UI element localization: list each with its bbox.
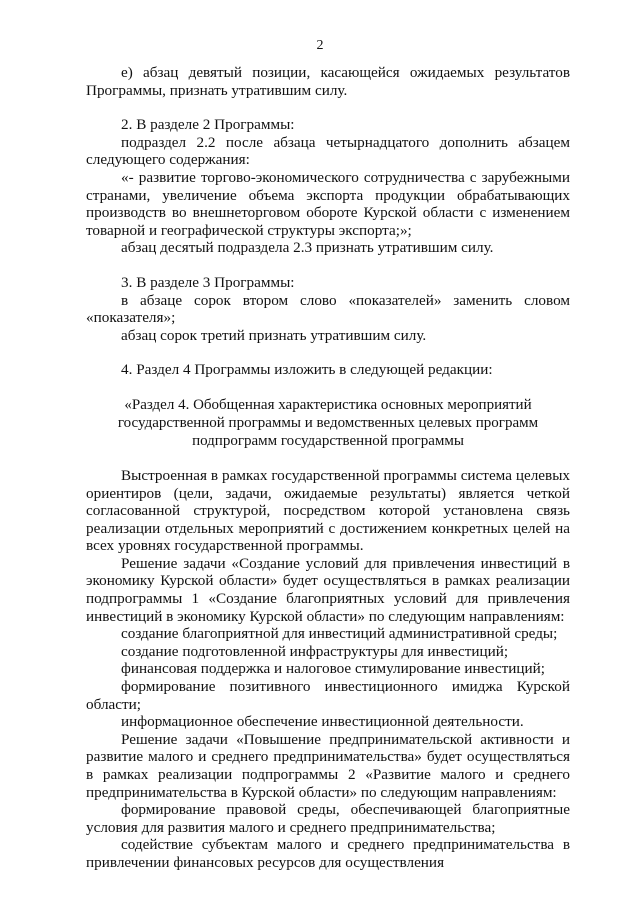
list-item-information-support: информационное обеспечение инвестиционной деятельности. xyxy=(121,713,524,731)
heading-line-3: подпрограмм государственной программы xyxy=(192,432,464,449)
heading-line-2: государственной программы и ведомственных целевых программ xyxy=(117,414,539,431)
list-item-infrastructure: создание подготовленной инфраструктуры для инвестиций; xyxy=(121,642,509,660)
heading-line-1: «Раздел 4. Обобщенная характеристика основных мероприятий xyxy=(124,396,532,413)
paragraph-item-e: е) абзац девятый позиции, касающейся ожидаемых результатов Программы, признать утратившим силу. xyxy=(86,64,570,99)
paragraph-quoted-addition: «- развитие торгово-экономического сотрудничества с зарубежными странами, увеличение объема экспорта продукции обрабатывающих производств во внешнеторговом обороте Курской области с изменением товарной и географической структуры экспорта;»; xyxy=(86,168,570,239)
paragraph-subsection-2-3: абзац десятый подраздела 2.3 признать утратившим силу. xyxy=(121,239,494,257)
paragraph-section-2: 2. В разделе 2 Программы: xyxy=(121,116,295,134)
paragraph-word-replacement: в абзаце сорок втором слово «показателей» заменить словом «показателя»; xyxy=(86,291,570,327)
paragraph-entrepreneurship-task: Решение задачи «Повышение предпринимательской активности и развитие малого и среднего предпринимательства» будет осуществляться в рамках реализации подпрограммы 2 «Развитие малого и среднего предпринимательства в Курской области» по следующим направлениям: xyxy=(86,730,570,801)
paragraph-section-4: 4. Раздел 4 Программы изложить в следующей редакции: xyxy=(121,361,493,379)
paragraph-invalidate: абзац сорок третий признать утратившим силу. xyxy=(121,326,427,344)
list-item-legal-environment: формирование правовой среды, обеспечивающей благоприятные условия для развития малого и среднего предпринимательства; xyxy=(86,801,570,836)
paragraph-section-3: 3. В разделе 3 Программы: xyxy=(121,273,295,291)
list-item-investment-image: формирование позитивного инвестиционного имиджа Курской области; xyxy=(86,678,570,713)
paragraph-subsection-2-2: подраздел 2.2 после абзаца четырнадцатого дополнить абзацем следующего содержания: xyxy=(86,133,570,169)
paragraph-target-system: Выстроенная в рамках государственной программы система целевых ориентиров (цели, задачи, ожидаемые результаты) является четкой согласованной структурой, посредством которой установлена связь реализации отдельных мероприятий с достижением конкретных целей на всех уровнях государственной программы. xyxy=(86,466,570,555)
list-item-admin-environment: создание благоприятной для инвестиций административной среды; xyxy=(121,625,558,643)
list-item-financial-resources: содействие субъектам малого и среднего предпринимательства в привлечении финансовых ресурсов для осуществления xyxy=(86,836,570,871)
document-body xyxy=(86,64,570,872)
list-item-financial-support: финансовая поддержка и налоговое стимулирование инвестиций; xyxy=(121,660,545,678)
page-number: 2 xyxy=(316,38,324,53)
paragraph-investment-task: Решение задачи «Создание условий для привлечения инвестиций в экономику Курской области» будет осуществляться в рамках реализации подпрограммы 1 «Создание благоприятных условий для привлечения инвестиций в экономику Курской области» по следующим направлениям: xyxy=(86,554,570,625)
section-4-heading xyxy=(86,396,570,450)
